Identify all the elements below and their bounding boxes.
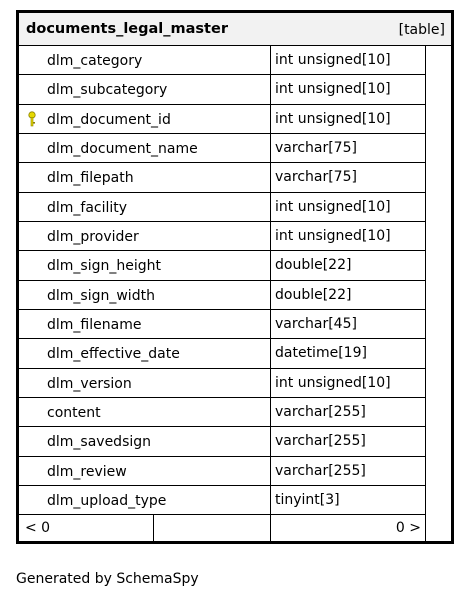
column-name: dlm_document_name bbox=[47, 140, 198, 157]
column-type-cell bbox=[271, 457, 426, 486]
column-type-cell bbox=[271, 193, 426, 222]
column-name-cell bbox=[19, 251, 271, 280]
column-type: double[22] bbox=[275, 286, 352, 303]
column-name-cell bbox=[19, 310, 271, 339]
column-name-cell bbox=[19, 398, 271, 427]
table-kind: [table] bbox=[398, 22, 445, 38]
column-type-cell bbox=[271, 46, 426, 75]
column-name: dlm_filepath bbox=[47, 170, 134, 187]
column-type: varchar[75] bbox=[275, 169, 357, 186]
column-name: dlm_version bbox=[47, 375, 132, 392]
footer-parents-cell bbox=[19, 515, 154, 541]
column-name-cell bbox=[19, 105, 271, 134]
column-name: dlm_review bbox=[47, 463, 127, 480]
column-type-cell bbox=[271, 281, 426, 310]
column-type-cell bbox=[271, 251, 426, 280]
column-type-cell bbox=[271, 105, 426, 134]
column-name: dlm_savedsign bbox=[47, 434, 152, 451]
column-row bbox=[19, 46, 451, 75]
column-type: tinyint[3] bbox=[275, 491, 340, 508]
table-box bbox=[16, 10, 454, 544]
column-row bbox=[19, 163, 451, 192]
column-name-cell bbox=[19, 75, 271, 104]
table-name: documents_legal_master bbox=[26, 21, 228, 37]
column-row bbox=[19, 281, 451, 310]
column-row bbox=[19, 339, 451, 368]
column-row bbox=[19, 310, 451, 339]
column-name-cell bbox=[19, 281, 271, 310]
column-type-cell bbox=[271, 427, 426, 456]
column-type-cell bbox=[271, 369, 426, 398]
key-icon bbox=[27, 111, 37, 127]
column-name-cell bbox=[19, 163, 271, 192]
column-name: content bbox=[47, 404, 101, 421]
column-type-cell bbox=[271, 75, 426, 104]
column-row bbox=[19, 251, 451, 280]
column-type: varchar[255] bbox=[275, 433, 366, 450]
column-name-cell bbox=[19, 46, 271, 75]
column-type: int unsigned[10] bbox=[275, 374, 391, 391]
column-name-cell bbox=[19, 427, 271, 456]
children-count: 0 > bbox=[395, 520, 421, 536]
table-footer bbox=[19, 515, 451, 541]
column-type: varchar[255] bbox=[275, 403, 366, 420]
column-type: int unsigned[10] bbox=[275, 198, 391, 215]
column-name-cell bbox=[19, 486, 271, 515]
column-name-cell bbox=[19, 134, 271, 163]
column-name-cell bbox=[19, 193, 271, 222]
column-row bbox=[19, 427, 451, 456]
parents-count: < 0 bbox=[25, 520, 51, 536]
column-row bbox=[19, 398, 451, 427]
column-type: varchar[255] bbox=[275, 462, 366, 479]
column-row bbox=[19, 193, 451, 222]
column-type: double[22] bbox=[275, 257, 352, 274]
column-type: int unsigned[10] bbox=[275, 227, 391, 244]
column-type-cell bbox=[271, 398, 426, 427]
column-row bbox=[19, 75, 451, 104]
column-row bbox=[19, 134, 451, 163]
column-name: dlm_upload_type bbox=[47, 492, 167, 509]
column-row bbox=[19, 222, 451, 251]
column-list bbox=[19, 46, 451, 515]
column-name: dlm_subcategory bbox=[47, 82, 168, 99]
column-name: dlm_sign_width bbox=[47, 287, 155, 304]
column-row bbox=[19, 369, 451, 398]
column-name-cell bbox=[19, 457, 271, 486]
column-type-cell bbox=[271, 339, 426, 368]
column-name: dlm_provider bbox=[47, 228, 139, 245]
column-type-cell bbox=[271, 310, 426, 339]
column-name: dlm_category bbox=[47, 53, 143, 69]
column-type-cell bbox=[271, 163, 426, 192]
footer-children-cell bbox=[271, 515, 426, 541]
column-type-cell bbox=[271, 134, 426, 163]
column-type: datetime[19] bbox=[275, 345, 367, 362]
generated-by-label: Generated by SchemaSpy bbox=[16, 571, 199, 587]
column-name: dlm_facility bbox=[47, 199, 128, 216]
column-row bbox=[19, 486, 451, 515]
column-type: int unsigned[10] bbox=[275, 81, 391, 98]
column-type: varchar[75] bbox=[275, 139, 357, 156]
column-name: dlm_sign_height bbox=[47, 258, 161, 275]
column-name-cell bbox=[19, 369, 271, 398]
column-name: dlm_filename bbox=[47, 316, 142, 333]
column-name: dlm_effective_date bbox=[47, 346, 180, 363]
column-type-cell bbox=[271, 486, 426, 515]
column-name: dlm_document_id bbox=[47, 111, 171, 128]
column-row bbox=[19, 457, 451, 486]
column-type-cell bbox=[271, 222, 426, 251]
column-type: int unsigned[10] bbox=[275, 110, 391, 127]
footer-spacer-cell bbox=[154, 515, 271, 541]
column-row bbox=[19, 105, 451, 134]
table-header bbox=[19, 13, 451, 46]
column-type: varchar[45] bbox=[275, 315, 357, 332]
column-name-cell bbox=[19, 222, 271, 251]
column-name-cell bbox=[19, 339, 271, 368]
column-type: int unsigned[10] bbox=[275, 52, 391, 68]
